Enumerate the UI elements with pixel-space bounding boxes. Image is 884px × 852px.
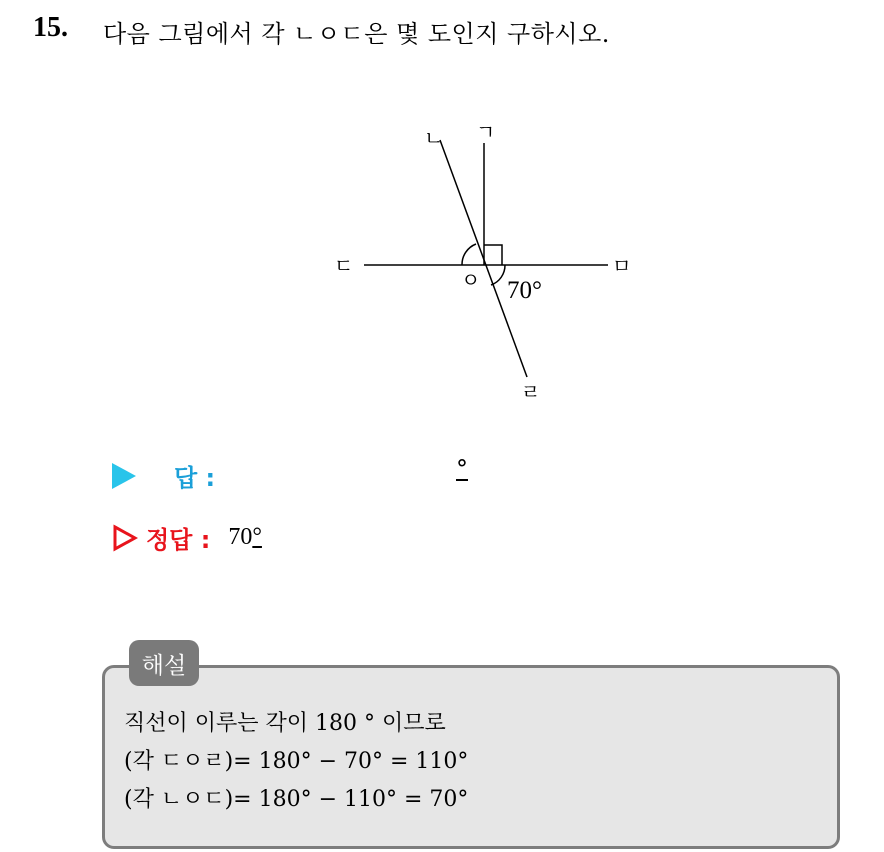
question-text: 다음 그림에서 각 ㄴㅇㄷ은 몇 도인지 구하시오. — [103, 20, 610, 48]
explanation-line-1: 직선이 이루는 각이 180 ° 이므로 — [124, 711, 446, 736]
play-arrow-icon — [112, 463, 136, 489]
question-number: 15. — [33, 12, 68, 43]
explanation-line-3: (각 ㄴㅇㄷ)= 180° − 110° = 70° — [124, 787, 469, 812]
angle-label-70: 70° — [507, 277, 542, 304]
correct-value-unit: ° — [252, 524, 262, 550]
right-angle-mark — [484, 245, 502, 265]
label-g: ㄱ — [476, 120, 496, 144]
correct-value-number: 70 — [228, 524, 253, 550]
answer-label: 답 : — [174, 464, 216, 492]
explanation-title: 해설 — [129, 640, 199, 686]
outline-arrow-icon — [112, 524, 138, 552]
arc-angle-left — [462, 244, 476, 265]
label-n: ㄴ — [424, 126, 444, 150]
label-o: ㅇ — [461, 268, 481, 292]
angle-figure — [320, 105, 660, 405]
correct-answer-value — [228, 524, 262, 551]
correct-answer-row — [112, 520, 262, 555]
arc-angle-70 — [491, 265, 505, 285]
explanation-line-2: (각 ㄷㅇㄹ)= 180° − 70° = 110° — [124, 749, 469, 774]
answer-blank-unit[interactable]: ° — [456, 455, 468, 483]
answer-row — [112, 458, 215, 493]
label-r: ㄹ — [521, 380, 541, 404]
label-d: ㄷ — [334, 254, 354, 278]
label-m: ㅁ — [612, 254, 632, 278]
correct-answer-label: 정답 : — [146, 526, 211, 554]
